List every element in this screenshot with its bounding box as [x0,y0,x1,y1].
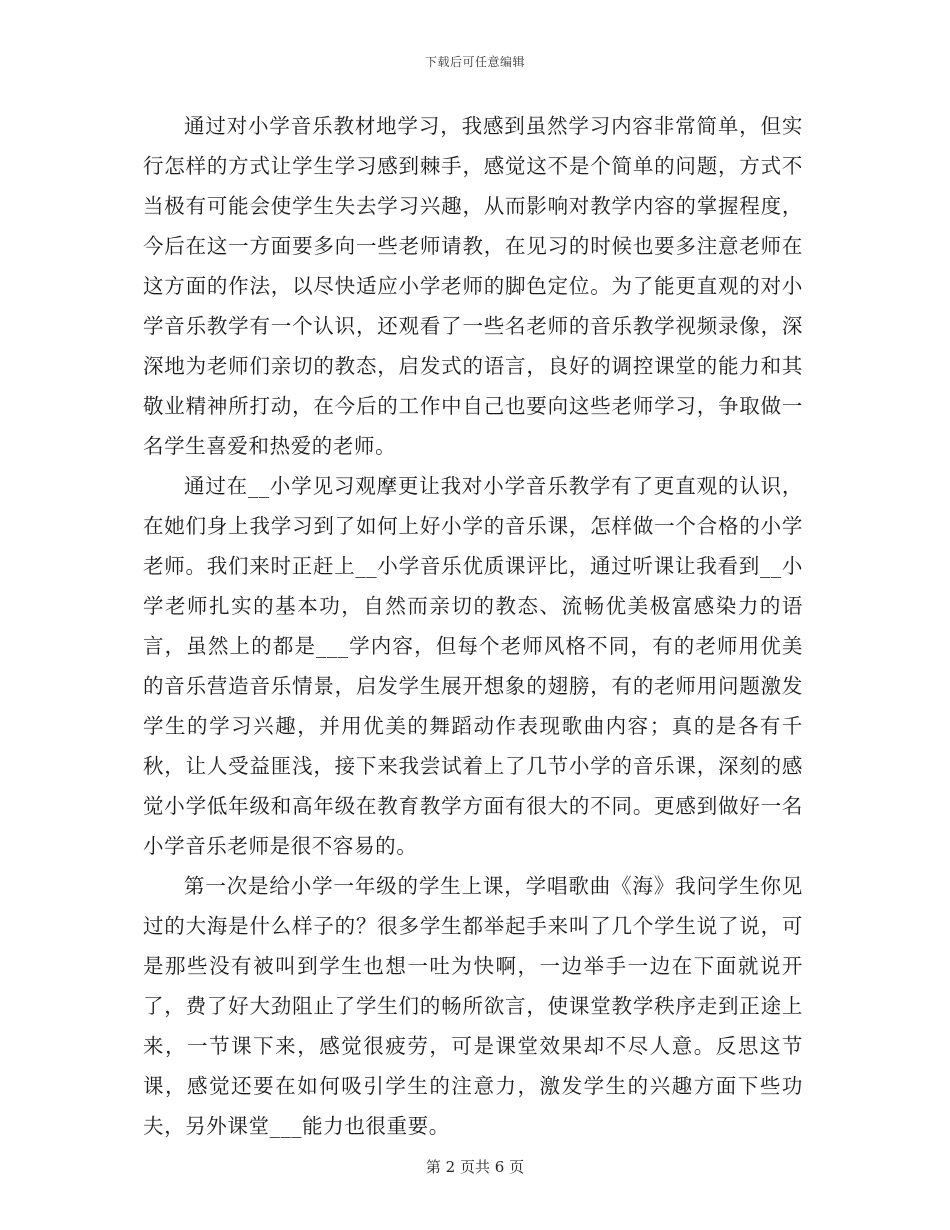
page-number: 第 2 页共 6 页 [425,1158,525,1176]
paragraph-3: 第一次是给小学一年级的学生上课，学唱歌曲《海》我问学生你见过的大海是什么样子的？很多学生都举起手来叫了几个学生说了说，可是那些没有被叫到学生也想一吐为快啊，一边举手一边在下面就说开了，费了好大劲阻止了学生们的畅所欲言，使课堂教学秩序走到正途上来，一节课下来，感觉很疲劳，可是课堂效果却不尽人意。反思这节课，感觉还要在如何吸引学生的注意力，激发学生的兴趣方面下些功夫，另外课堂___能力也很重要。 [143,874,803,1138]
document-body [143,106,803,1146]
paragraph-1: 通过对小学音乐教材地学习，我感到虽然学习内容非常简单，但实行怎样的方式让学生学习感到棘手，感觉这不是个简单的问题，方式不当极有可能会使学生失去学习兴趣，从而影响对教学内容的掌握程度，今后在这一方面要多向一些老师请教，在见习的时候也要多注意老师在这方面的作法，以尽快适应小学老师的脚色定位。为了能更直观的对小学音乐教学有一个认识，还观看了一些名老师的音乐教学视频录像，深深地为老师们亲切的教态，启发式的语言，良好的调控课堂的能力和其敬业精神所打动，在今后的工作中自己也要向这些老师学习，争取做一名学生喜爱和热爱的老师。 [143,114,803,458]
paragraph-2: 通过在__小学见习观摩更让我对小学音乐教学有了更直观的认识，在她们身上我学习到了如何上好小学的音乐课，怎样做一个合格的小学老师。我们来时正赶上__小学音乐优质课评比，通过听课让我看到__小学老师扎实的基本功，自然而亲切的教态、流畅优美极富感染力的语言，虽然上的都是___学内容，但每个老师风格不同，有的老师用优美的音乐营造音乐情景，启发学生展开想象的翅膀，有的老师用问题激发学生的学习兴趣，并用优美的舞蹈动作表现歌曲内容；真的是各有千秋，让人受益匪浅，接下来我尝试着上了几节小学的音乐课，深刻的感觉小学低年级和高年级在教育教学方面有很大的不同。更感到做好一名小学音乐老师是很不容易的。 [143,474,803,858]
page-header: 下载后可任意编辑 [424,55,525,69]
